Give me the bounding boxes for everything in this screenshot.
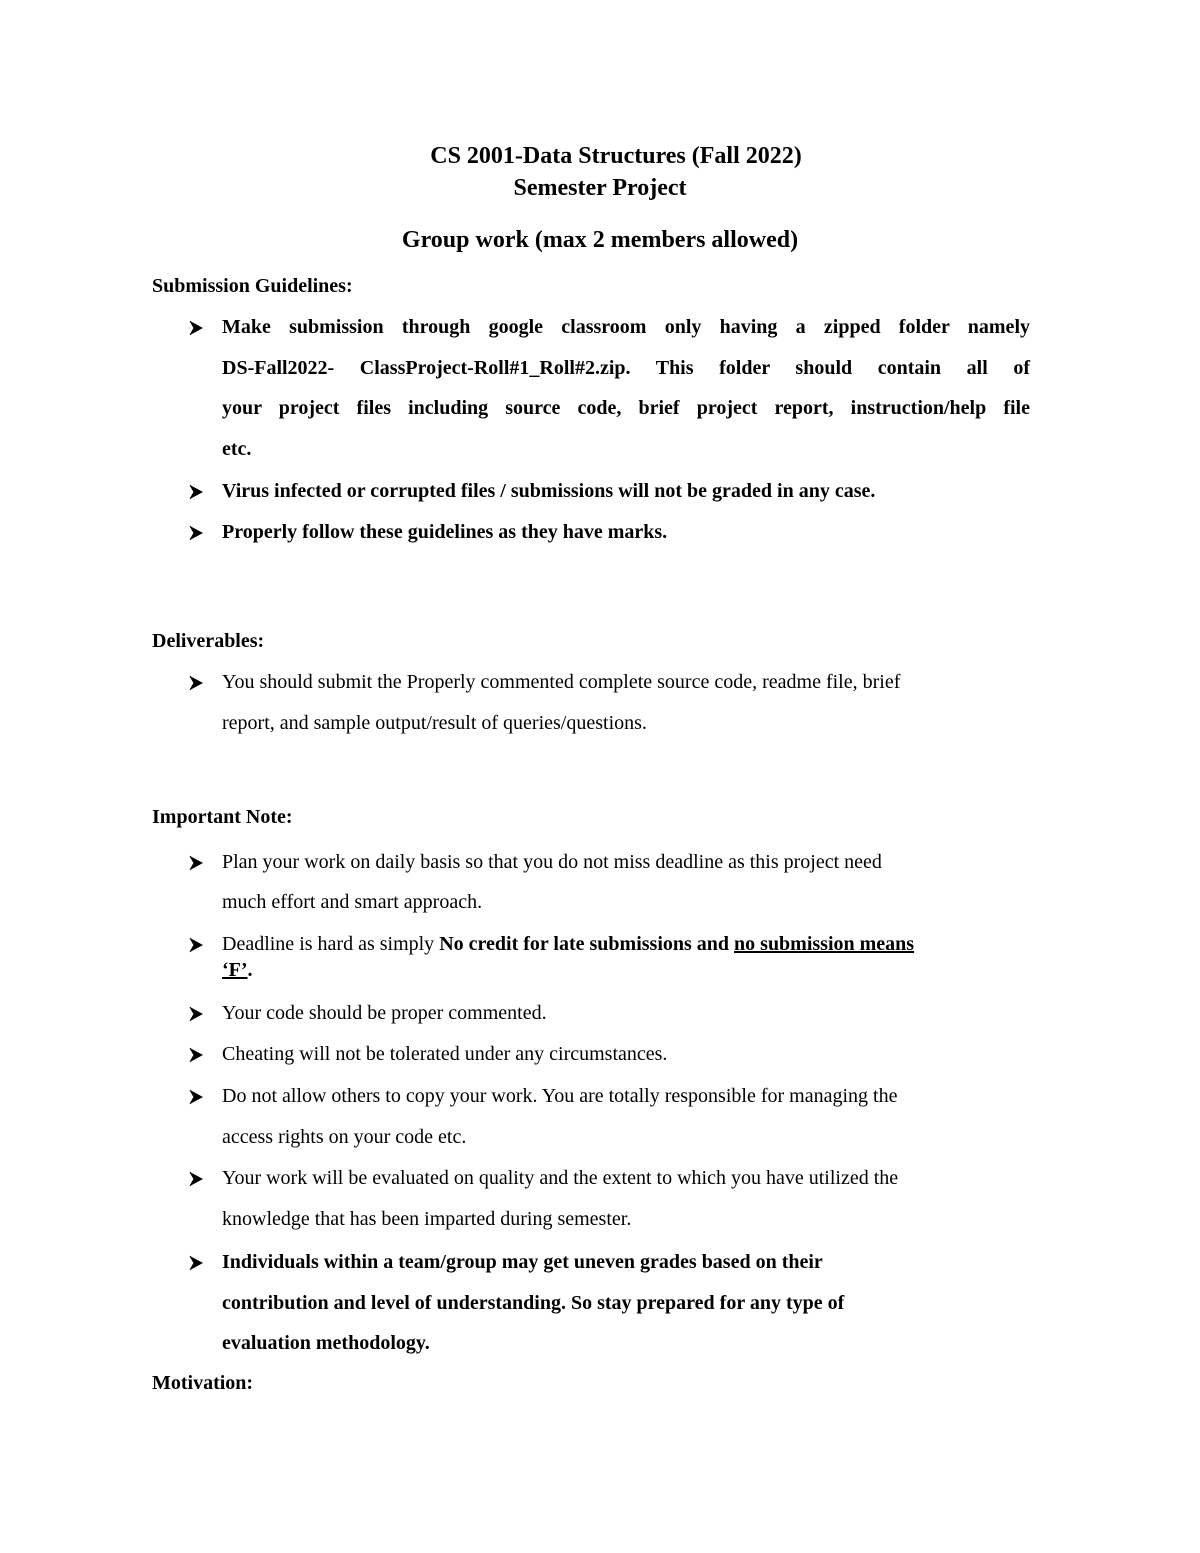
plan-bullet-line-1: Plan your work on daily basis so that you do not miss deadline as this project need <box>222 851 882 873</box>
submission-bullet-2: Virus infected or corrupted files / submissions will not be graded in any case. <box>222 480 876 502</box>
course-title: CS 2001-Data Structures (Fall 2022) <box>430 143 802 169</box>
submission-guidelines-heading: Submission Guidelines: <box>152 275 353 297</box>
copy-bullet-line-1: Do not allow others to copy your work. You are totally responsible for managing the <box>222 1085 898 1107</box>
individuals-bullet-line-3: evaluation methodology. <box>222 1332 430 1354</box>
project-subtitle: Semester Project <box>513 175 687 201</box>
evaluated-bullet-line-2: knowledge that has been imparted during semester. <box>222 1208 632 1230</box>
deadline-bullet-line-2 <box>222 958 253 982</box>
individuals-bullet-line-1: Individuals within a team/group may get uneven grades based on their <box>222 1251 823 1273</box>
submission-bullet-1-line-3: your project files including source code, brief project report, instruction/help file <box>222 397 1030 419</box>
cheating-bullet: Cheating will not be tolerated under any circumstances. <box>222 1043 668 1065</box>
submission-bullet-1-line-2: DS-Fall2022- ClassProject-Roll#1_Roll#2.zip. This folder should contain all of <box>222 357 1030 379</box>
arrow-bullet-icon <box>188 855 204 871</box>
deadline-grade-f: ‘F’ <box>222 959 248 981</box>
deadline-bold-text: No credit for late submissions and <box>439 933 735 955</box>
arrow-bullet-icon <box>188 525 204 541</box>
arrow-bullet-icon <box>188 1089 204 1105</box>
arrow-bullet-icon <box>188 937 204 953</box>
arrow-bullet-icon <box>188 320 204 336</box>
individuals-bullet-line-2: contribution and level of understanding. So stay prepared for any type of <box>222 1292 845 1314</box>
motivation-heading: Motivation: <box>152 1372 254 1394</box>
plan-bullet-line-2: much effort and smart approach. <box>222 891 483 913</box>
deadline-period: . <box>247 959 253 981</box>
important-note-heading: Important Note: <box>152 806 293 828</box>
deliverables-bullet-line-2: report, and sample output/result of queries/questions. <box>222 712 647 734</box>
group-work-line: Group work (max 2 members allowed) <box>401 227 799 253</box>
deliverables-heading: Deliverables: <box>152 630 265 652</box>
deadline-underlined-text: no submission means <box>734 933 915 955</box>
arrow-bullet-icon <box>188 675 204 691</box>
deadline-normal-text: Deadline is hard as simply <box>222 933 440 955</box>
arrow-bullet-icon <box>188 1171 204 1187</box>
arrow-bullet-icon <box>188 1006 204 1022</box>
submission-bullet-1-line-4: etc. <box>222 438 252 460</box>
deadline-bullet-line-1 <box>222 932 914 956</box>
arrow-bullet-icon <box>188 1047 204 1063</box>
arrow-bullet-icon <box>188 484 204 500</box>
deliverables-bullet-line-1: You should submit the Properly commented complete source code, readme file, brief <box>222 671 901 693</box>
arrow-bullet-icon <box>188 1255 204 1271</box>
copy-bullet-line-2: access rights on your code etc. <box>222 1126 467 1148</box>
evaluated-bullet-line-1: Your work will be evaluated on quality and the extent to which you have utilized the <box>222 1167 899 1189</box>
submission-bullet-1-line-1: Make submission through google classroom only having a zipped folder namely <box>222 316 1030 338</box>
submission-bullet-3: Properly follow these guidelines as they have marks. <box>222 521 668 543</box>
commented-bullet: Your code should be proper commented. <box>222 1002 547 1024</box>
